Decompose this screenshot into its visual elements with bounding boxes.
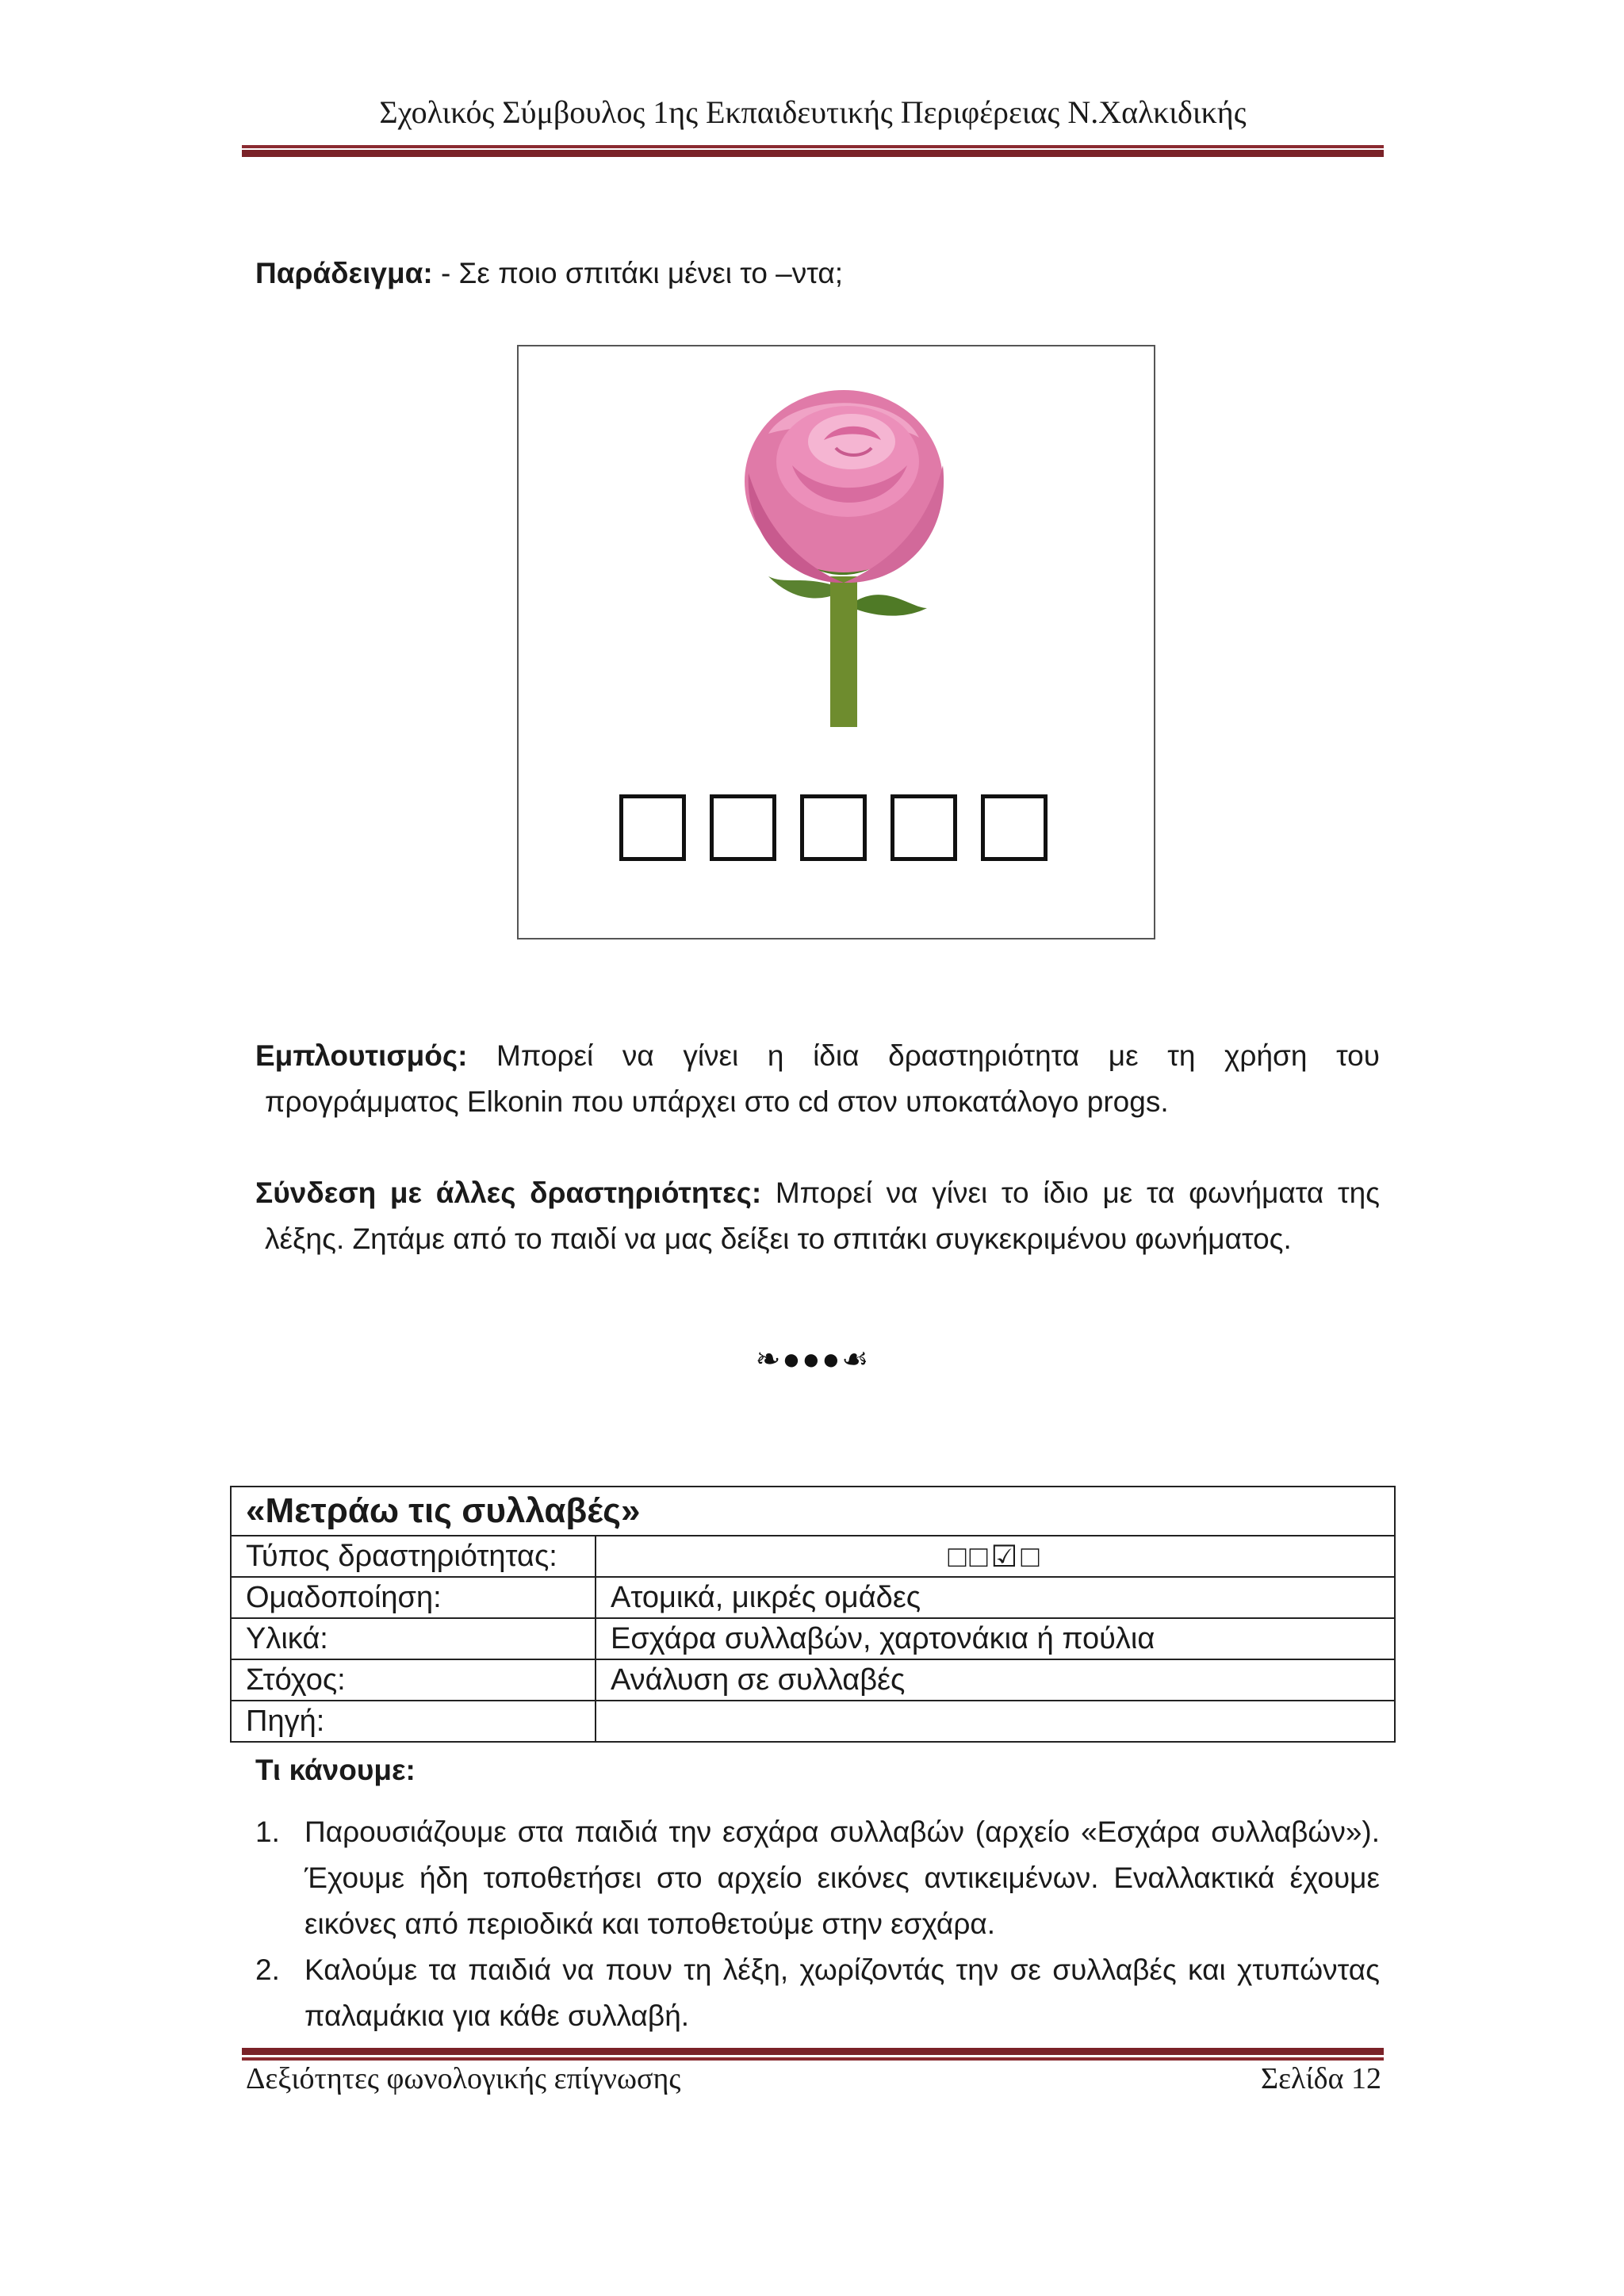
row-label: Ομαδοποίηση: bbox=[231, 1577, 596, 1618]
row-label: Πηγή: bbox=[231, 1701, 596, 1742]
table-row bbox=[231, 1701, 1395, 1742]
row-label: Υλικά: bbox=[231, 1618, 596, 1659]
step-number: 1. bbox=[255, 1816, 280, 1848]
row-value: Ανάλυση σε συλλαβές bbox=[596, 1659, 1395, 1701]
what-we-do-label: Τι κάνουμε: bbox=[255, 1754, 416, 1786]
header-rule-thin bbox=[242, 145, 1384, 148]
step-text: Παρουσιάζουμε στα παιδιά την εσχάρα συλλαβών (αρχείο «Εσχάρα συλλαβών»). Έχουμε ήδη τοποθετήσει στο αρχείο εικόνες αντικειμένων. Εναλλακτικά έχουμε εικόνες από περιοδικά και τοποθετούμε στην εσχάρα. bbox=[304, 1816, 1380, 1940]
activity-card bbox=[230, 1486, 1396, 1743]
row-value bbox=[596, 1701, 1395, 1742]
sound-boxes bbox=[619, 794, 1048, 861]
enrichment-paragraph bbox=[255, 1033, 1380, 1125]
links-line1: Μπορεί να γίνει το ίδιο με τα φωνήματα της bbox=[761, 1177, 1380, 1209]
footer-title: Δεξιότητες φωνολογικής επίγνωσης bbox=[246, 2062, 681, 2095]
table-row bbox=[231, 1618, 1395, 1659]
links-paragraph bbox=[255, 1170, 1380, 1262]
enrichment-line1: Μπορεί να γίνει η ίδια δραστηριότητα με τη χρήση του bbox=[467, 1039, 1380, 1072]
page-number: Σελίδα 12 bbox=[1260, 2062, 1381, 2095]
sound-box bbox=[981, 794, 1048, 861]
list-item bbox=[255, 1947, 1380, 2039]
example-label: Παράδειγμα: bbox=[255, 257, 433, 289]
step-number: 2. bbox=[255, 1954, 280, 1986]
footer-rule-thin bbox=[242, 2057, 1384, 2061]
sound-box bbox=[800, 794, 867, 861]
step-text: Καλούμε τα παιδιά να πουν τη λέξη, χωρίζοντάς την σε συλλαβές και χτυπώντας παλαμάκια για κάθε συλλαβή. bbox=[304, 1954, 1380, 2032]
row-label: Στόχος: bbox=[231, 1659, 596, 1701]
header-rule-thick bbox=[242, 150, 1384, 157]
sound-box bbox=[710, 794, 776, 861]
row-label: Τύπος δραστηριότητας: bbox=[231, 1536, 596, 1577]
row-value: Εσχάρα συλλαβών, χαρτονάκια ή πούλια bbox=[596, 1618, 1395, 1659]
list-item bbox=[255, 1809, 1380, 1947]
example-text: - Σε ποιο σπιτάκι μένει το –ντα; bbox=[432, 257, 844, 289]
example-figure bbox=[517, 345, 1155, 939]
example-paragraph bbox=[255, 251, 1380, 297]
steps-list bbox=[255, 1809, 1380, 2039]
sound-box bbox=[891, 794, 957, 861]
rose-image bbox=[673, 346, 1006, 727]
enrichment-line2: προγράμματος Elkonin που υπάρχει στο cd στον υποκατάλογο progs. bbox=[265, 1085, 1169, 1118]
ornament-divider: ❧●●●☙ bbox=[755, 1343, 871, 1376]
activity-type-checkboxes: □□☑□ bbox=[596, 1536, 1395, 1577]
table-row bbox=[231, 1536, 1395, 1577]
row-value: Ατομικά, μικρές ομάδες bbox=[596, 1577, 1395, 1618]
table-row bbox=[231, 1577, 1395, 1618]
table-row bbox=[231, 1659, 1395, 1701]
links-line2: λέξης. Ζητάμε από το παιδί να μας δείξει το σπιτάκι συγκεκριμένου φωνήματος. bbox=[265, 1223, 1292, 1255]
links-label: Σύνδεση με άλλες δραστηριότητες: bbox=[255, 1177, 762, 1209]
what-we-do-heading bbox=[255, 1747, 1380, 1793]
sound-box bbox=[619, 794, 686, 861]
enrichment-label: Εμπλουτισμός: bbox=[255, 1039, 468, 1072]
running-header: Σχολικός Σύμβουλος 1ης Εκπαιδευτικής Περιφέρειας Ν.Χαλκιδικής bbox=[379, 94, 1247, 130]
activity-title: «Μετράω τις συλλαβές» bbox=[231, 1487, 1395, 1536]
footer-rule-thick bbox=[242, 2048, 1384, 2055]
